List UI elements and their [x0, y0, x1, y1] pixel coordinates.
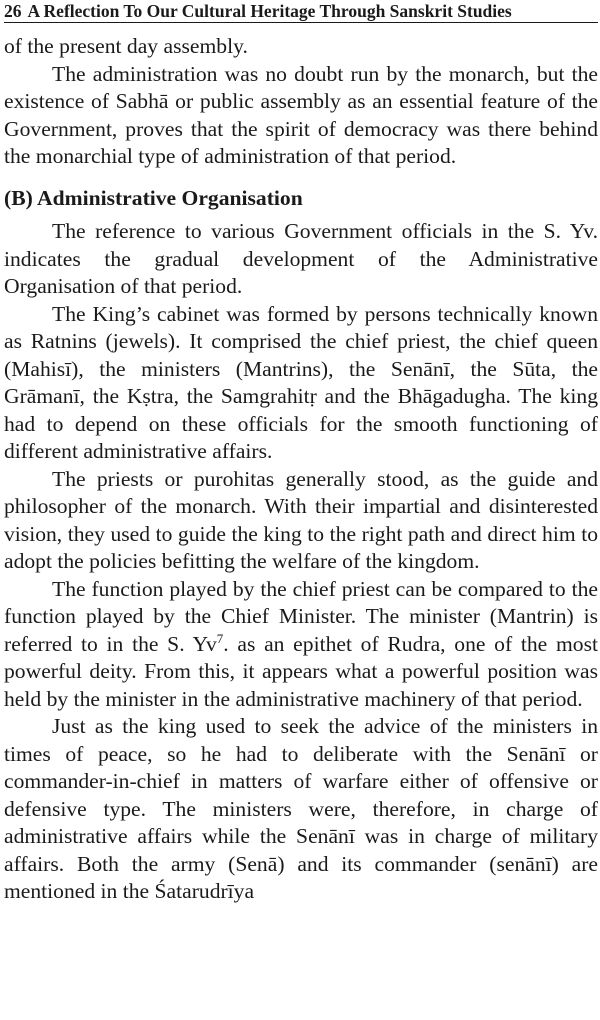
paragraph-continuation: of the present day assembly. — [4, 34, 248, 58]
paragraph-chief-priest-part1: The function played by the chief priest can be compared to the function played by the Chief Minister. The minister (Mantrin) is referred to in the S. Yv — [4, 576, 598, 656]
paragraph-priests: The priests or purohitas generally stood, as the guide and philosopher of the monarch. With their impartial and disinterested vision, they used to guide the king to the right path and direct him to adopt the policies befitting the welfare of the kingdom. — [4, 466, 598, 573]
page-body — [4, 33, 598, 906]
footnote-marker: 7 — [216, 630, 224, 646]
page-number: 26 — [4, 1, 22, 21]
paragraph-officials: The reference to various Government officials in the S. Yv. indicates the gradual development of the Administrative Organisation of that period. — [4, 219, 598, 298]
running-title: A Reflection To Our Cultural Heritage Through Sanskrit Studies — [27, 1, 512, 21]
paragraph-cabinet: The King’s cabinet was formed by persons technically known as Ratnins (jewels). It comprised the chief priest, the chief queen (Mahisī), the ministers (Mantrins), the Senānī, the Sūta, the Grāmanī, the Kṣtra, the Samgrahitṛ and the Bhāgadugha. The king had to depend on these officials for the smooth functioning of different administrative affairs. — [4, 301, 598, 463]
paragraph-senani: Just as the king used to seek the advice of the ministers in times of peace, so he had to deliberate with the Senānī or commander-in-chief in matters of warfare either of offensive or defensive type. The ministers were, therefore, in charge of administrative affairs while the Senānī was in charge of military affairs. Both the army (Senā) and its commander (senānī) are mentioned in the Śatarudrīya — [4, 714, 598, 903]
paragraph-chief-priest — [4, 576, 598, 714]
running-header — [4, 0, 598, 23]
paragraph-administration: The administration was no doubt run by the monarch, but the existence of Sabhā or public assembly as an essential feature of the Government, proves that the spirit of democracy was there behind the monarchial type of administration of that period. — [4, 61, 598, 168]
section-heading: (B) Administrative Organisation — [4, 185, 303, 210]
paragraph-chief-priest-part2: . as an epithet of Rudra, one of the most powerful deity. From this, it appears what a powerful position was held by the minister in the administrative machinery of that period. — [4, 631, 598, 711]
